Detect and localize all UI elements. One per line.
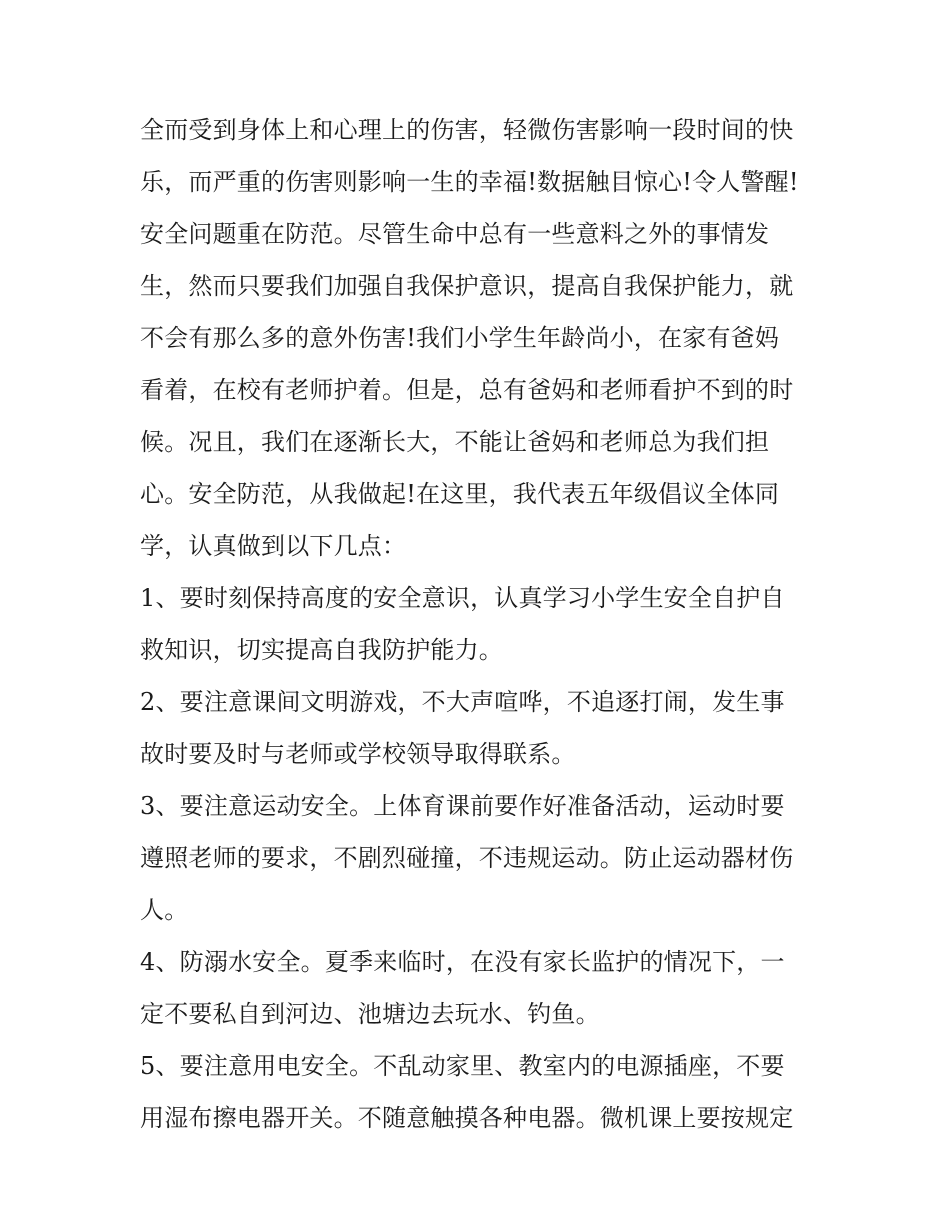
text-line: 安全问题重在防范。尽管生命中总有一些意料之外的事情发 <box>140 220 770 248</box>
text-line: 心。安全防范，从我做起!在这里，我代表五年级倡议全体同 <box>140 480 780 508</box>
list-item-4-line-1: 4、防溺水安全。夏季来临时，在没有家长监护的情况下，一 <box>140 948 785 976</box>
list-item-5-line-2: 用湿布擦电器开关。不随意触摸各种电器。微机课上要按规定 <box>140 1104 794 1132</box>
body-text <box>140 104 830 1144</box>
text-line: 生，然而只要我们加强自我保护意识，提高自我保护能力，就 <box>140 272 794 300</box>
list-item-1-line-1: 1、要时刻保持高度的安全意识，认真学习小学生安全自护自 <box>140 584 785 612</box>
text-line: 看着，在校有老师护着。但是，总有爸妈和老师看护不到的时 <box>140 376 794 404</box>
text-line: 候。况且，我们在逐渐长大，不能让爸妈和老师总为我们担 <box>140 428 770 456</box>
list-item-3-line-2: 遵照老师的要求，不剧烈碰撞，不违规运动。防止运动器材伤 <box>140 844 794 872</box>
text-line: 不会有那么多的意外伤害!我们小学生年龄尚小，在家有爸妈 <box>140 324 780 352</box>
list-item-1-line-2: 救知识，切实提高自我防护能力。 <box>140 636 503 664</box>
text-line: 学，认真做到以下几点： <box>140 532 407 560</box>
list-item-3-line-3: 人。 <box>140 896 189 924</box>
list-item-2-line-1: 2、要注意课间文明游戏，不大声喧哗，不追逐打闹，发生事 <box>140 688 785 716</box>
list-item-5-line-1: 5、要注意用电安全。不乱动家里、教室内的电源插座，不要 <box>140 1052 785 1080</box>
list-item-3-line-1: 3、要注意运动安全。上体育课前要作好准备活动，运动时要 <box>140 792 785 820</box>
list-item-4-line-2: 定不要私自到河边、池塘边去玩水、钓鱼。 <box>140 1000 600 1028</box>
text-line: 全而受到身体上和心理上的伤害，轻微伤害影响一段时间的快 <box>140 116 794 144</box>
text-line: 乐，而严重的伤害则影响一生的幸福!数据触目惊心!令人警醒! <box>140 168 799 196</box>
list-item-2-line-2: 故时要及时与老师或学校领导取得联系。 <box>140 740 576 768</box>
